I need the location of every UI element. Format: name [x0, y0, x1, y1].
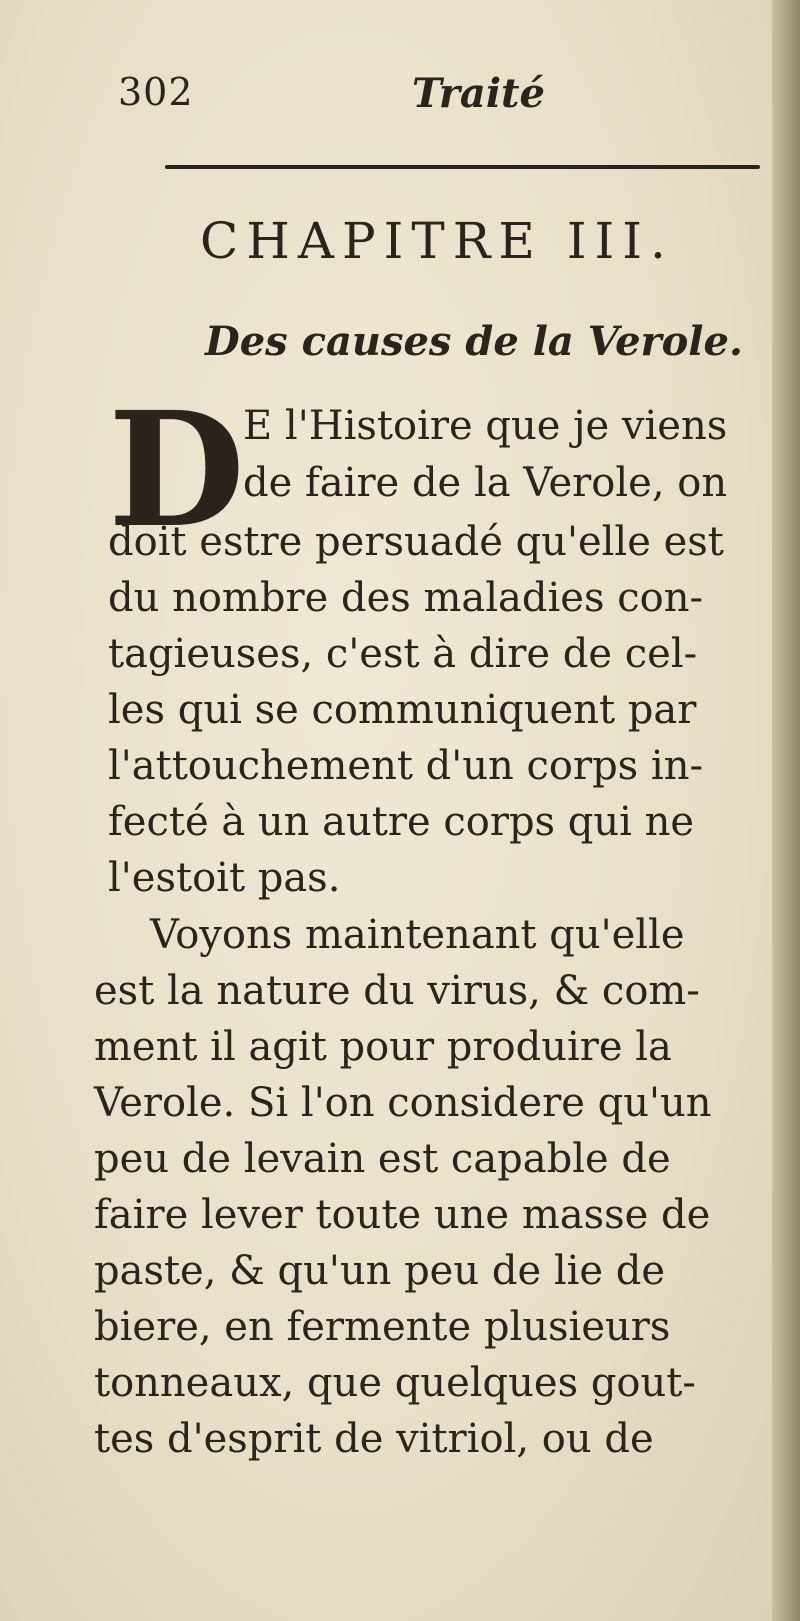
- chapter-title: CHAPITRE III.: [200, 212, 674, 270]
- text-line: paste, & qu'un peu de lie de: [94, 1248, 666, 1294]
- text-line: tonneaux, que quelques gout-: [94, 1360, 696, 1406]
- text-line: les qui se communiquent par: [108, 687, 697, 733]
- running-title: Traité: [412, 70, 545, 117]
- text-line: Voyons maintenant qu'elle: [150, 912, 685, 958]
- text-line: Verole. Si l'on considere qu'un: [94, 1080, 712, 1126]
- page-number: 302: [118, 70, 194, 114]
- text-line: tagieuses, c'est à dire de cel-: [108, 631, 698, 677]
- text-line: est la nature du virus, & com-: [94, 968, 700, 1014]
- page-edge: [772, 0, 800, 1621]
- text-line: ment il agit pour produire la: [94, 1024, 672, 1070]
- text-line: E l'Histoire que je viens: [243, 403, 728, 449]
- text-line: tes d'esprit de vitriol, ou de: [94, 1416, 654, 1462]
- text-line: l'estoit pas.: [108, 855, 341, 901]
- text-line: l'attouchement d'un corps in-: [108, 743, 703, 789]
- header-rule: [165, 165, 760, 169]
- text-line: doit estre persuadé qu'elle est: [108, 519, 724, 565]
- text-line: biere, en fermente plusieurs: [94, 1304, 671, 1350]
- text-line: de faire de la Verole, on: [243, 460, 728, 506]
- text-line: faire lever toute une masse de: [94, 1192, 711, 1238]
- drop-cap: D: [108, 378, 246, 563]
- text-line: peu de levain est capable de: [94, 1136, 671, 1182]
- text-line: du nombre des maladies con-: [108, 575, 703, 621]
- chapter-subtitle: Des causes de la Verole.: [205, 318, 743, 365]
- text-line: fecté à un autre corps qui ne: [108, 799, 695, 845]
